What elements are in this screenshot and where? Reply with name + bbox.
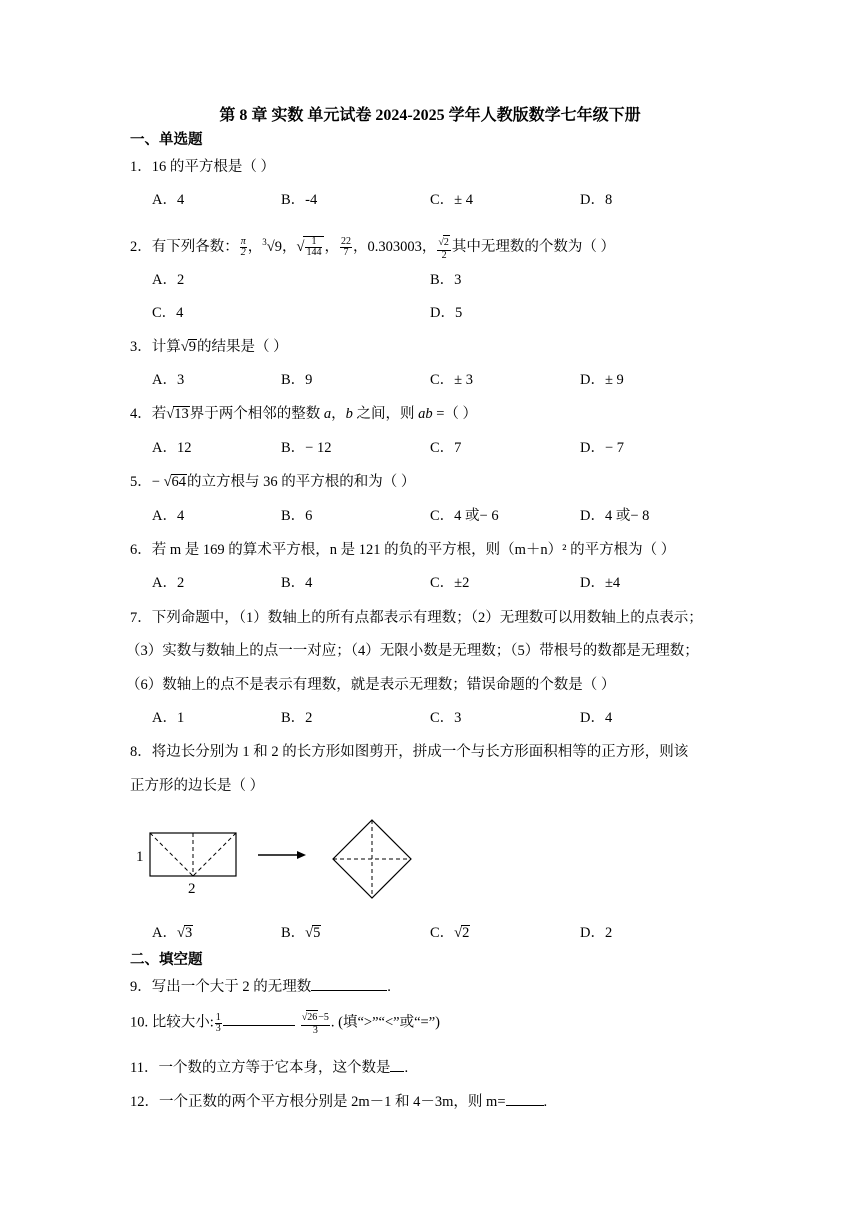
q10-answer-blank[interactable]: [223, 1025, 295, 1026]
question-9-stem: 9．写出一个大于 2 的无理数 .: [130, 979, 391, 995]
q4-option-a[interactable]: A．12: [152, 440, 192, 456]
q7-option-c[interactable]: C．3: [430, 710, 462, 726]
question-4-stem: 4．若√13界于两个相邻的整数 a，b 之间，则 ab =（ ）: [130, 406, 478, 422]
q5-option-c[interactable]: C．4 或− 6: [430, 508, 499, 524]
section-heading-single-choice: 一、单选题: [130, 132, 203, 148]
rect-side-label-1: 1: [136, 849, 144, 865]
q2-option-a[interactable]: A．2: [152, 272, 185, 288]
q3-option-c[interactable]: C．± 3: [430, 372, 474, 388]
q5-option-b[interactable]: B．6: [281, 508, 313, 524]
q8-option-b[interactable]: B．√5: [281, 925, 321, 941]
rectangle-to-square-figure: [130, 815, 430, 905]
rect-side-label-2: 2: [188, 881, 196, 897]
q6-option-d[interactable]: D．±4: [580, 575, 621, 591]
q1-option-a[interactable]: A．4: [152, 192, 185, 208]
q1-option-d[interactable]: D．8: [580, 192, 613, 208]
q8-option-d[interactable]: D．2: [580, 925, 613, 941]
q2-option-d[interactable]: D．5: [430, 305, 463, 321]
q3-option-a[interactable]: A．3: [152, 372, 185, 388]
q4-option-b[interactable]: B．− 12: [281, 440, 332, 456]
question-3-stem: 3．计算√9的结果是（ ）: [130, 339, 288, 355]
q2-option-c[interactable]: C．4: [152, 305, 184, 321]
q7-option-a[interactable]: A．1: [152, 710, 185, 726]
q6-option-b[interactable]: B．4: [281, 575, 313, 591]
question-8-line-1: 8．将边长分别为 1 和 2 的长方形如图剪开，拼成一个与长方形面积相等的正方形，则该: [130, 744, 689, 760]
rect-cut-line: [150, 833, 193, 876]
q5-option-d[interactable]: D．4 或− 8: [580, 508, 650, 524]
q11-answer-blank[interactable]: [390, 1071, 404, 1072]
q1-option-b[interactable]: B．-4: [281, 192, 318, 208]
question-7-line-3: （6）数轴上的点不是表示有理数，就是表示无理数；错误命题的个数是（ ）: [126, 677, 616, 693]
question-5-stem: 5．− √64的立方根与 36 的平方根的和为（ ）: [130, 474, 416, 490]
q7-option-d[interactable]: D．4: [580, 710, 613, 726]
q6-option-a[interactable]: A．2: [152, 575, 185, 591]
rect-cut-line: [193, 833, 236, 876]
q7-option-b[interactable]: B．2: [281, 710, 313, 726]
q2-option-b[interactable]: B．3: [430, 272, 462, 288]
page-title: 第 8 章 实数 单元试卷 2024-2025 学年人教版数学七年级下册: [219, 107, 641, 124]
question-1-stem: 1．16 的平方根是（ ）: [130, 159, 275, 175]
question-6-stem: 6．若 m 是 169 的算术平方根，n 是 121 的负的平方根，则（m＋n）² 的平方根为（ ）: [130, 542, 676, 558]
section-heading-fill-blank: 二、填空题: [130, 952, 203, 968]
q4-option-c[interactable]: C．7: [430, 440, 462, 456]
question-7-line-1: 7．下列命题中，（1）数轴上的所有点都表示有理数；（2）无理数可以用数轴上的点表示；: [130, 610, 703, 626]
question-11-stem: 11．一个数的立方等于它本身，这个数是 .: [130, 1060, 409, 1076]
q12-answer-blank[interactable]: [506, 1105, 544, 1106]
question-12-stem: 12．一个正数的两个平方根分别是 2m－1 和 4－3m，则 m= .: [130, 1094, 548, 1110]
q6-option-c[interactable]: C．±2: [430, 575, 470, 591]
q5-option-a[interactable]: A．4: [152, 508, 185, 524]
question-7-line-2: （3）实数与数轴上的点一一对应；（4）无限小数是无理数；（5）带根号的数都是无理数；: [126, 643, 699, 659]
arrow-icon: [297, 851, 306, 859]
question-8-line-2: 正方形的边长是（ ）: [130, 778, 265, 794]
q1-option-c[interactable]: C．± 4: [430, 192, 474, 208]
q8-option-a[interactable]: A．√3: [152, 925, 193, 941]
q8-option-c[interactable]: C．√2: [430, 925, 470, 941]
q3-option-d[interactable]: D．± 9: [580, 372, 624, 388]
q9-answer-blank[interactable]: [311, 990, 387, 991]
question-2-stem: 2．有下列各数： $\frac{\pi}{2}$ ，$^3$√9，√ $\frac{1}{144}$ ， $\frac{22}{7}$ ，0.303003， $\frac{√2}{2}$ 其中无理数的个数为（ ）: [130, 236, 615, 261]
q3-option-b[interactable]: B．9: [281, 372, 313, 388]
q4-option-d[interactable]: D．− 7: [580, 440, 625, 456]
question-10-stem: 10. 比较大小: $\frac{1}{3}$ $\frac{√26-5}{3}$ . (填“>”“<”或“=”): [130, 1011, 440, 1036]
